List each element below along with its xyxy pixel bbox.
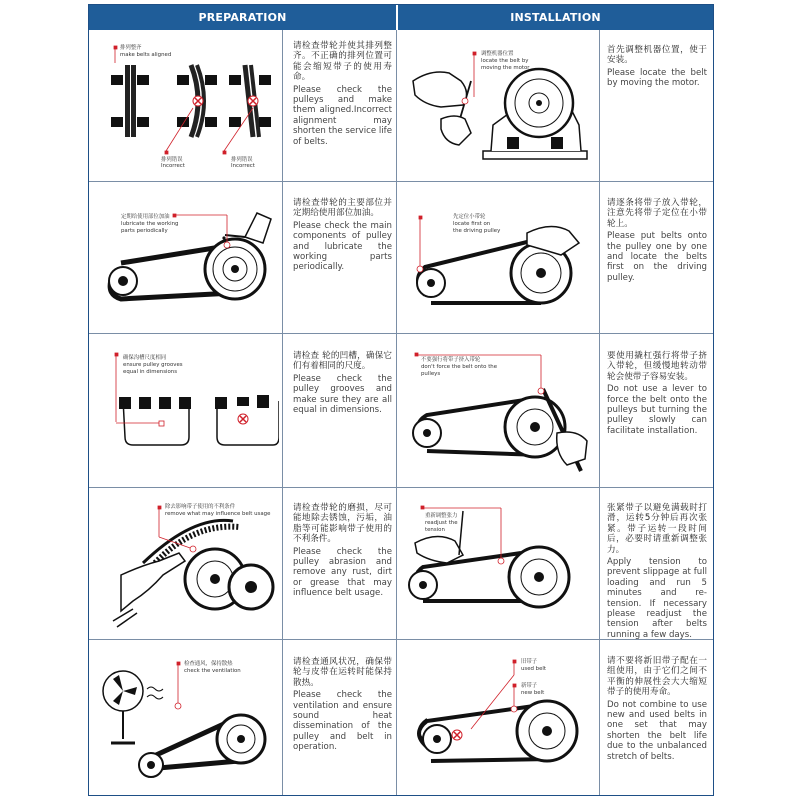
new-old-belt-illustration	[401, 643, 595, 789]
fan-icon	[103, 671, 143, 743]
annotation: 除去影响带子使用的不利条件	[165, 504, 236, 510]
annotation: Incorrect	[231, 163, 255, 169]
annotation: check the ventilation	[184, 668, 241, 674]
pulley-alignment-illustration	[93, 33, 279, 179]
column-divider	[599, 30, 600, 795]
annotation: remove what may influence belt usage	[165, 511, 271, 517]
column-divider	[396, 30, 397, 795]
ventilation-illustration	[93, 643, 279, 789]
annotation: don't force the belt onto the	[421, 364, 498, 370]
annotation: lubricate the working	[121, 221, 179, 227]
row-divider	[89, 487, 713, 488]
annotation: new belt	[521, 690, 545, 696]
prep-step-5-text: 请检查通风状况，确保带轮与皮带在运转时能保持散热。 Please check the ventilation and ensure sound heat dissemination of the pulley and belt in operation.	[293, 657, 392, 753]
annotation: 重新调整张力	[425, 513, 458, 519]
belt-installation-guide	[88, 4, 714, 796]
remove-rust-illustration	[93, 491, 279, 637]
annotation: equal in dimensions	[123, 369, 178, 375]
installation-header: INSTALLATION	[398, 5, 713, 30]
inst-step-4-text: 张紧带子以避免满载时打滑，运转5分钟后再次张紧。带子运转一段时间后，必要时请重新调整张力。 Apply tension to prevent slippage at full loading and run 5 minutes and re-tension. If necessary please readjust the tension after belts running a few days.	[607, 503, 707, 640]
inst-step-1-text: 首先调整机器位置，使于安装。 Please locate the belt by moving the motor.	[607, 45, 707, 89]
annotation: the driving pulley	[453, 228, 501, 234]
annotation: moving the motor	[481, 65, 530, 71]
annotation: 排列错误	[231, 157, 253, 163]
annotation: 排列整齐	[120, 45, 142, 51]
lever-warning-illustration	[401, 337, 595, 483]
annotation: 检查通风，保持散热	[184, 661, 233, 667]
row-divider	[89, 181, 713, 182]
annotation: locate the belt by	[481, 58, 529, 64]
lubrication-illustration	[93, 185, 279, 331]
annotation: readjust the	[425, 520, 458, 526]
annotation: 排列错误	[161, 157, 183, 163]
annotation: parts periodically	[121, 228, 168, 234]
annotation: 调整机器位置	[481, 51, 514, 57]
annotation: locate first on	[453, 221, 491, 227]
column-divider	[282, 30, 283, 795]
annotation: 新带子	[521, 683, 538, 689]
annotation: pulleys	[421, 371, 441, 377]
annotation: 不要强行将带子挤入带轮	[421, 357, 481, 363]
belt-placement-illustration	[401, 185, 595, 331]
annotation: ensure pulley grooves	[123, 362, 183, 368]
prep-step-4-text: 请检查带轮的磨损，尽可能地除去锈蚀，污垢，油脂等可能影响带子使用的不利条件。 Please check the pulley abrasion and remove any rust, dirt or grease that may influence belt usage.	[293, 503, 392, 599]
prep-step-3-text: 请检查 轮的凹槽，确保它们有着相同的尺度。 Please check the pulley grooves and make sure they are all equal in dimensions.	[293, 351, 392, 416]
motor-positioning-illustration	[401, 33, 595, 179]
inst-step-2-text: 请逐条将带子放入带轮，注意先将带子定位在小带轮上。 Please put belts onto the pulley one by one and locate the belts first on the driving pulley.	[607, 198, 707, 283]
annotation: used belt	[521, 666, 547, 672]
annotation: 旧带子	[521, 659, 538, 665]
prep-step-1-text: 请检查带轮并使其排列整齐。不正确的排列位置可能会缩短带子的使用寿命。 Please check the pulleys and make them aligned.Incorrect alignment may shorten the service life of belts.	[293, 41, 392, 147]
belt-tension-illustration	[401, 491, 595, 637]
pulley-grooves-illustration	[93, 337, 279, 483]
annotation: 先定位小带轮	[453, 214, 486, 220]
prep-step-2-text: 请检查带轮的主要部位并定期给使用部位加油。 Please check the main components of pulley and lubricate the working parts periodically.	[293, 198, 392, 273]
inst-step-3-text: 要使用撬杠强行将带子挤入带轮，但缓慢地转动带轮会使带子容易安装。 Do not use a lever to force the belt onto the pulleys but turning the pulley slowly can facilitate installation.	[607, 351, 707, 436]
row-divider	[89, 333, 713, 334]
annotation: tension	[425, 527, 445, 533]
inst-step-5-text: 请不要将新旧带子配在一组使用，由于它们之间不平衡的伸展性会大大缩短带子的使用寿命。 Do not combine to use new and used belts in one set that may shorten the belt life due to the unbalanced stretch of belts.	[607, 656, 707, 762]
annotation: Incorrect	[161, 163, 185, 169]
annotation: 定期给使用部位加油	[121, 214, 170, 220]
annotation: make belts aligned	[120, 52, 172, 58]
annotation: 确保沟槽尺度相同	[123, 355, 167, 361]
preparation-header: PREPARATION	[89, 5, 396, 30]
